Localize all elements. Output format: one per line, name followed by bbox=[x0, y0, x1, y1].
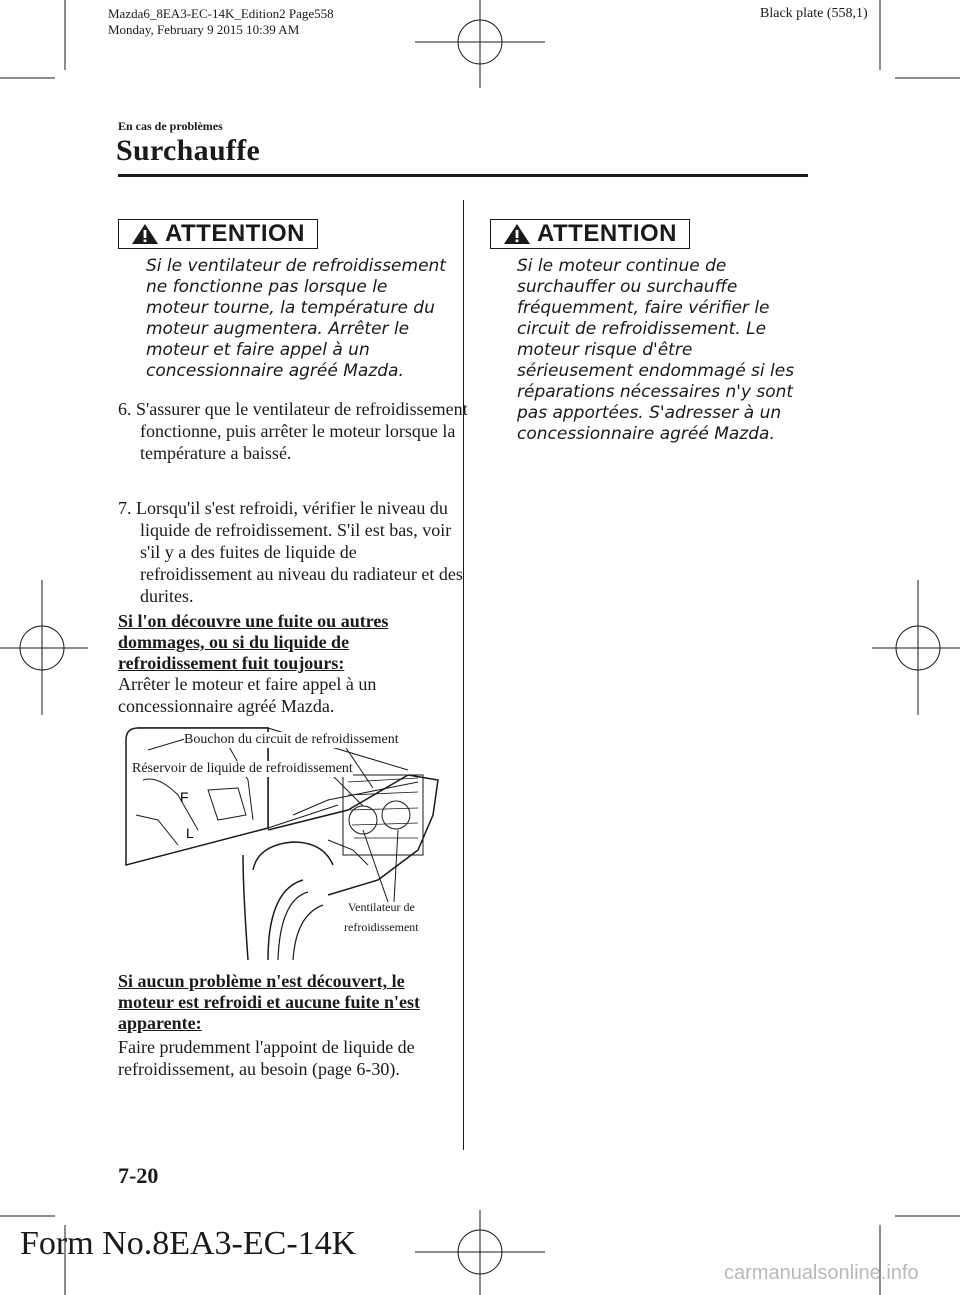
form-number: Form No.8EA3-EC-14K bbox=[20, 1225, 357, 1262]
paragraph-no-problem: Faire prudemment l'appoint de liquide de refroidissement, au besoin (page 6-30). bbox=[118, 1037, 415, 1079]
attention-label-left: ATTENTION bbox=[164, 220, 306, 247]
page-number: 7-20 bbox=[118, 1163, 159, 1188]
plate-info bbox=[108, 6, 334, 38]
watermark: carmanualsonline.info bbox=[724, 1262, 919, 1284]
plate-line-1: Mazda6_8EA3-EC-14K_Edition2 Page558 bbox=[108, 6, 334, 21]
paragraph-leak: Arrêter le moteur et faire appel à un concessionnaire agréé Mazda. bbox=[118, 674, 377, 716]
section-name: En cas de problèmes bbox=[118, 119, 223, 133]
label-cap: Bouchon du circuit de refroidissement bbox=[184, 732, 399, 747]
step-7: 7. Lorsqu'il s'est refroidi, vérifier le niveau du liquide de refroidissement. S'il est bas, voir s'il y a des fuites de liquide de refroidissement au niveau du radiateur et des durites. bbox=[118, 498, 463, 606]
label-fan-line-2: refroidissement bbox=[344, 920, 419, 934]
attention-box-left bbox=[118, 219, 318, 249]
plate-line-2: Monday, February 9 2015 10:39 AM bbox=[108, 22, 300, 37]
subheading-no-problem: Si aucun problème n'est découvert, le moteur est refroidi et aucune fuite n'est apparente: bbox=[118, 971, 420, 1033]
attention-text-left: Si le ventilateur de refroidissement ne fonctionne pas lorsque le moteur tourne, la température du moteur augmentera. Arrêter le moteur et faire appel à un concessionnaire agréé Mazda. bbox=[146, 256, 446, 381]
subheading-leak: Si l'on découvre une fuite ou autres dommages, ou si du liquide de refroidissement fuit toujours: bbox=[118, 611, 389, 673]
marker-f: F bbox=[180, 789, 189, 805]
step-6: 6. S'assurer que le ventilateur de refroidissement fonctionne, puis arrêter le moteur lorsque la température a baissé. bbox=[118, 399, 468, 463]
title-rule bbox=[118, 174, 808, 177]
column-divider bbox=[463, 200, 464, 1150]
plate-right: Black plate (558,1) bbox=[760, 6, 868, 21]
page-title: Surchauffe bbox=[116, 134, 261, 167]
marker-l: L bbox=[186, 825, 194, 841]
label-reservoir: Réservoir de liquide de refroidissement bbox=[132, 761, 353, 776]
label-fan bbox=[344, 897, 419, 937]
attention-box-right bbox=[490, 219, 690, 249]
attention-text-right: Si le moteur continue de surchauffer ou surchauffe fréquemment, faire vérifier le circuit de refroidissement. Le moteur risque d'être sérieusement endommagé si les réparations nécessaires n'y sont pas apportées. S'adresser à un concessionnaire agréé Mazda. bbox=[517, 256, 795, 444]
warning-icon bbox=[503, 223, 531, 245]
label-fan-line-1: Ventilateur de bbox=[347, 900, 415, 914]
warning-icon bbox=[131, 223, 159, 245]
attention-label-right: ATTENTION bbox=[536, 220, 678, 247]
